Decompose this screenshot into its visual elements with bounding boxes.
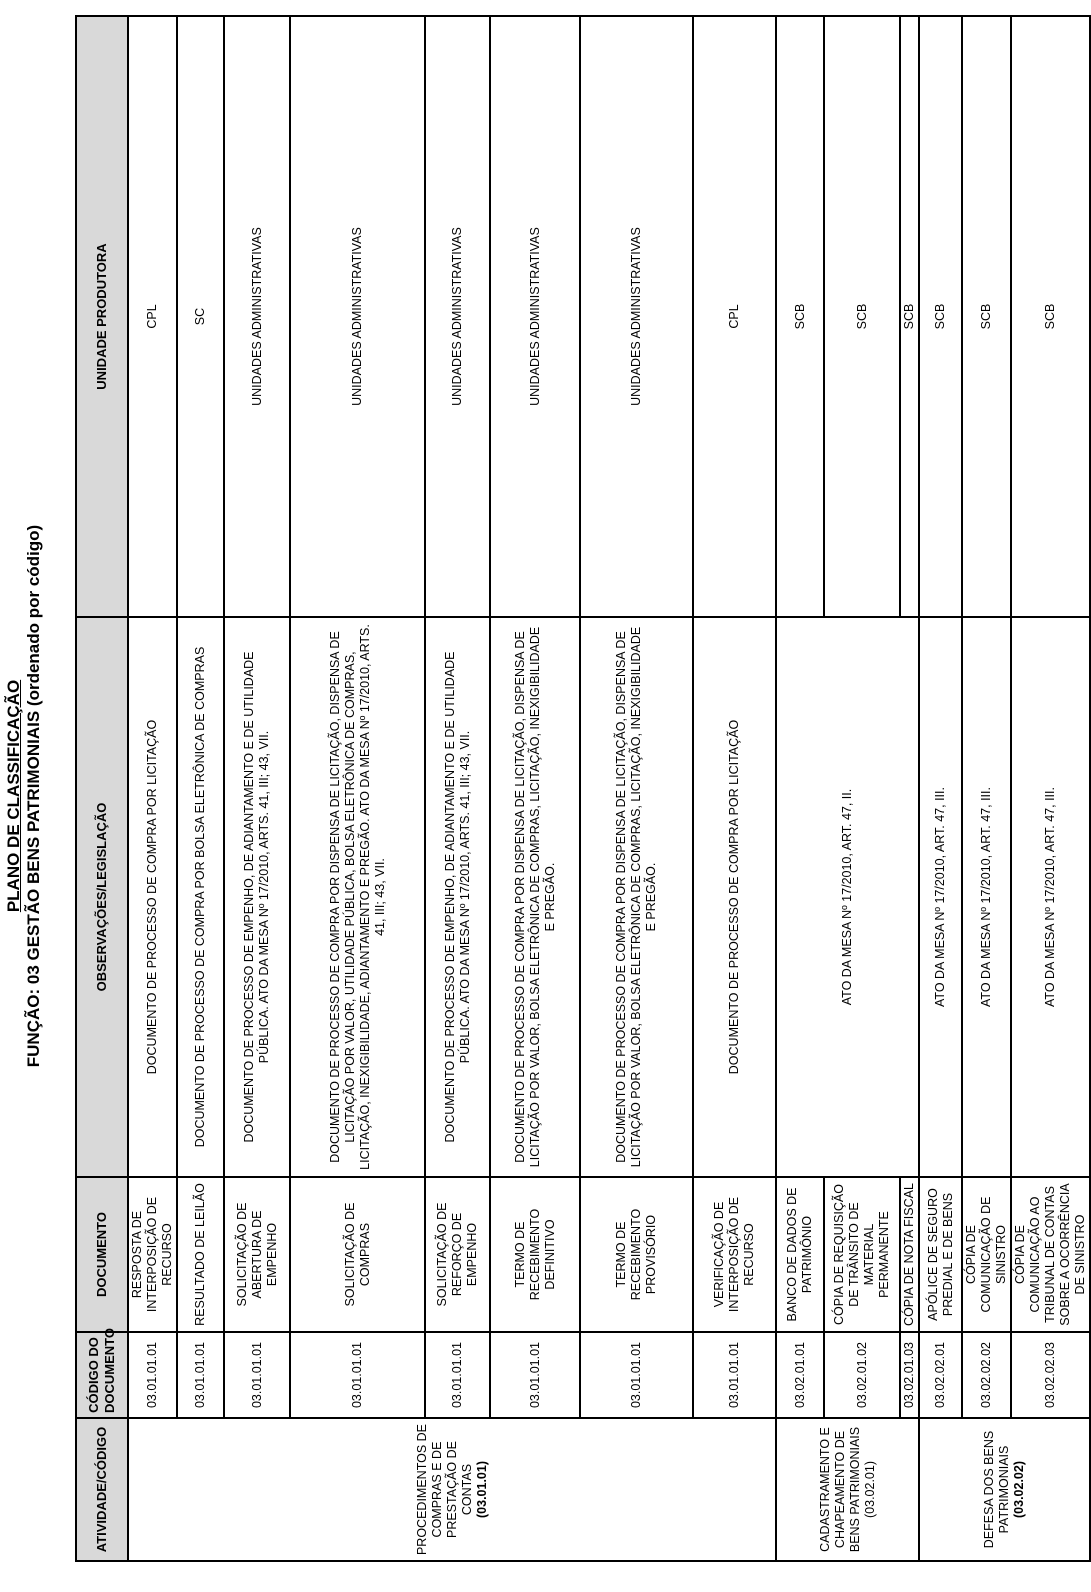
table-row [919, 16, 962, 1561]
page-subtitle [24, 0, 44, 1592]
title-block [0, 0, 70, 1592]
codigo-cell: 03.02.01.01 [776, 1332, 824, 1418]
table-row [490, 16, 580, 1561]
subtitle-sort: (ordenado por código) [24, 524, 43, 707]
unidade-cell: SCB [824, 16, 900, 617]
table-row [1011, 16, 1090, 1561]
documento-cell: CÓPIA DE COMUNICAÇÃO DE SINISTRO [962, 1177, 1011, 1332]
header-row [76, 16, 128, 1561]
activity-name: DEFESA DOS BENS PATRIMONIAIS [982, 1430, 1011, 1549]
documento-cell: BANCO DE DADOS DE PATRIMÔNIO [776, 1177, 824, 1332]
unidade-cell: SC [177, 16, 224, 617]
unidade-cell: UNIDADES ADMINISTRATIVAS [490, 16, 580, 617]
header-observacoes: OBSERVAÇÕES/LEGISLAÇÃO [76, 617, 128, 1177]
obs-cell: DOCUMENTO DE PROCESSO DE COMPRA POR LICITAÇÃO [693, 617, 776, 1177]
unidade-cell: CPL [128, 16, 177, 617]
codigo-cell: 03.01.01.01 [580, 1332, 693, 1418]
obs-cell: ATO DA MESA Nº 17/2010, ART. 47, III. [919, 617, 962, 1177]
activity-cell [128, 1418, 776, 1561]
obs-cell: DOCUMENTO DE PROCESSO DE COMPRA POR DISPENSA DE LICITAÇÃO, DISPENSA DE LICITAÇÃO POR VALOR, BOLSA ELETRÔNICA DE COMPRAS, LICITAÇÃO, INEXIGIBILIDADE E PREGÃO. [580, 617, 693, 1177]
unidade-cell: SCB [776, 16, 824, 617]
unidade-cell: UNIDADES ADMINISTRATIVAS [290, 16, 425, 617]
documento-cell: VERIFICAÇÃO DE INTERPOSIÇÃO DE RECURSO [693, 1177, 776, 1332]
unidade-cell: SCB [900, 16, 919, 617]
activity-name: CADASTRAMENTO E CHAPEAMENTO DE BENS PATRIMONIAIS (03.02.01) [817, 1426, 877, 1553]
unidade-cell: SCB [1011, 16, 1090, 617]
codigo-cell: 03.01.01.01 [490, 1332, 580, 1418]
unidade-cell: CPL [693, 16, 776, 617]
header-atividade: ATIVIDADE/CÓDIGO [76, 1418, 128, 1561]
documento-cell: SOLICITAÇÃO DE ABERTURA DE EMPENHO [224, 1177, 290, 1332]
header-documento: DOCUMENTO [76, 1177, 128, 1332]
documento-cell: RESPOSTA DE INTERPOSIÇÃO DE RECURSO [128, 1177, 177, 1332]
table-row [290, 16, 425, 1561]
obs-cell: ATO DA MESA Nº 17/2010, ART. 47, II. [776, 617, 919, 1177]
documento-cell: RESULTADO DE LEILÃO [177, 1177, 224, 1332]
documento-cell: TERMO DE RECEBIMENTO DEFINITIVO [490, 1177, 580, 1332]
header-unidade: UNIDADE PRODUTORA [76, 16, 128, 617]
obs-cell: ATO DA MESA Nº 17/2010, ART. 47, III. [1011, 617, 1090, 1177]
codigo-cell: 03.02.01.02 [824, 1332, 900, 1418]
obs-cell: DOCUMENTO DE PROCESSO DE COMPRA POR LICITAÇÃO [128, 617, 177, 1177]
classification-table [75, 15, 1091, 1562]
codigo-cell: 03.01.01.01 [224, 1332, 290, 1418]
obs-cell: DOCUMENTO DE PROCESSO DE EMPENHO, DE ADIANTAMENTO E DE UTILIDADE PÚBLICA. ATO DA MESA Nº 17/2010, ARTS. 41, III; 43, VII. [425, 617, 490, 1177]
activity-name: PROCEDIMENTOS DE COMPRAS E DE PRESTAÇÃO DE CONTAS [414, 1423, 474, 1556]
unidade-cell: UNIDADES ADMINISTRATIVAS [580, 16, 693, 617]
activity-cell [919, 1418, 1090, 1561]
table-row [128, 16, 177, 1561]
unidade-cell: SCB [962, 16, 1011, 617]
activity-code: (03.01.01) [474, 1461, 489, 1518]
page-title: PLANO DE CLASSIFICAÇÃO [4, 679, 23, 913]
unidade-cell: SCB [919, 16, 962, 617]
obs-cell: DOCUMENTO DE PROCESSO DE EMPENHO, DE ADIANTAMENTO E DE UTILIDADE PÚBLICA. ATO DA MESA Nº 17/2010, ARTS. 41, III; 43, VII. [224, 617, 290, 1177]
unidade-cell: UNIDADES ADMINISTRATIVAS [224, 16, 290, 617]
table-row [962, 16, 1011, 1561]
documento-cell: SOLICITAÇÃO DE REFORÇO DE EMPENHO [425, 1177, 490, 1332]
table-row [224, 16, 290, 1561]
documento-cell: SOLICITAÇÃO DE COMPRAS [290, 1177, 425, 1332]
documento-cell: CÓPIA DE NOTA FISCAL [900, 1177, 919, 1332]
codigo-cell: 03.01.01.01 [290, 1332, 425, 1418]
table-row [580, 16, 693, 1561]
table-row [776, 16, 824, 1561]
codigo-cell: 03.01.01.01 [177, 1332, 224, 1418]
obs-cell: DOCUMENTO DE PROCESSO DE COMPRA POR DISPENSA DE LICITAÇÃO, DISPENSA DE LICITAÇÃO POR VALOR, UTILIDADE PÚBLICA, BOLSA ELETRÔNICA DE COMPRAS, LICITAÇÃO, INEXIGIBILIDADE, ADIANTAMENTO E PREGÃO. ATO DA MESA Nº 17/2010, ARTS. 41, III; 43, VII. [290, 617, 425, 1177]
activity-code: (03.02.02) [1012, 1461, 1026, 1518]
codigo-cell: 03.02.02.02 [962, 1332, 1011, 1418]
codigo-cell: 03.01.01.01 [693, 1332, 776, 1418]
documento-cell: CÓPIA DE COMUNICAÇÃO AO TRIBUNAL DE CONTAS SOBRE A OCORRÊNCIA DE SINISTRO [1011, 1177, 1090, 1332]
activity-cell [776, 1418, 919, 1561]
table-row [693, 16, 776, 1561]
obs-cell: DOCUMENTO DE PROCESSO DE COMPRA POR DISPENSA DE LICITAÇÃO, DISPENSA DE LICITAÇÃO POR VALOR, BOLSA ELETRÔNICA DE COMPRAS, LICITAÇÃO, INEXIGIBILIDADE E PREGÃO. [490, 617, 580, 1177]
table-row [425, 16, 490, 1561]
codigo-cell: 03.01.01.01 [425, 1332, 490, 1418]
codigo-cell: 03.02.02.01 [919, 1332, 962, 1418]
codigo-cell: 03.02.02.03 [1011, 1332, 1090, 1418]
codigo-cell: 03.02.01.03 [900, 1332, 919, 1418]
codigo-cell: 03.01.01.01 [128, 1332, 177, 1418]
obs-cell: DOCUMENTO DE PROCESSO DE COMPRA POR BOLSA ELETRÔNICA DE COMPRAS [177, 617, 224, 1177]
documento-cell: TERMO DE RECEBIMENTO PROVISÓRIO [580, 1177, 693, 1332]
unidade-cell: UNIDADES ADMINISTRATIVAS [425, 16, 490, 617]
documento-cell: CÓPIA DE REQUISIÇÃO DE TRÂNSITO DE MATERIAL PERMANENTE [824, 1177, 900, 1332]
header-codigo: CÓDIGO DO DOCUMENTO [76, 1332, 128, 1418]
subtitle-function: FUNÇÃO: 03 GESTÃO BENS PATRIMONIAIS [24, 710, 43, 1068]
table-row [177, 16, 224, 1561]
obs-cell: ATO DA MESA Nº 17/2010, ART. 47, III. [962, 617, 1011, 1177]
documento-cell: APÓLICE DE SEGURO PREDIAL E DE BENS [919, 1177, 962, 1332]
